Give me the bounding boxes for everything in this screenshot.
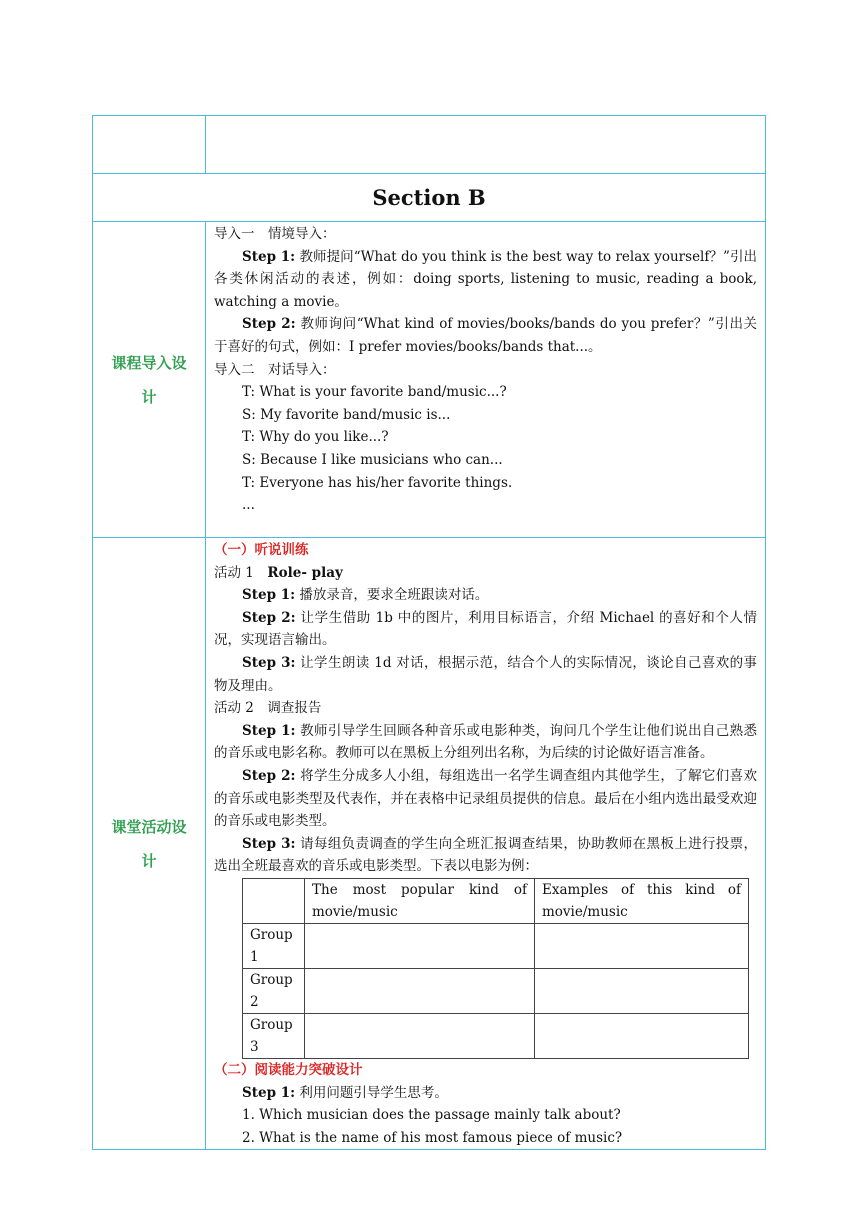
dialogue-line: T: Why do you like...?: [242, 429, 389, 446]
survey-group-label: Group 3: [243, 1013, 305, 1058]
part2-step-1: Step 1: 利用问题引导学生思考。: [242, 1084, 448, 1101]
activity1-title: 活动 1 Role- play: [214, 564, 343, 581]
survey-cell: [535, 923, 749, 968]
activity-row: [93, 538, 766, 1150]
lesson-plan-table: [92, 115, 766, 1150]
intro-line: 导入二 对话导入：: [214, 361, 336, 378]
activity1-step-1: Step 1: 播放录音，要求全班跟读对话。: [242, 587, 489, 604]
activity2-title: 活动 2 调查报告: [214, 700, 322, 717]
survey-header-row: [243, 878, 749, 923]
activity1-step-3: Step 3: 让学生朗读 1d 对话，根据示范，结合个人的实际情况，谈论自己喜欢的事物及理由。: [214, 654, 757, 694]
survey-cell: [535, 1013, 749, 1058]
part1-heading: （一）听说训练: [214, 542, 309, 558]
survey-header-examples: Examples of this kind of movie/music: [535, 878, 749, 923]
question-item: 2. What is the name of his most famous piece of music?: [242, 1129, 623, 1146]
activity2-step-3: Step 3: 请每组负责调查的学生向全班汇报调查结果，协助教师在黑板上进行投票，选出全班最喜欢的音乐或电影类型。下表以电影为例：: [214, 835, 757, 875]
survey-cell: [535, 968, 749, 1013]
activity1-step-2: Step 2: 让学生借助 1b 中的图片，利用目标语言，介绍 Michael 的喜好和个人情况，实现语言输出。: [214, 609, 757, 649]
intro-label-line1: 课程导入设: [111, 353, 187, 372]
survey-cell: [305, 968, 535, 1013]
activity2-step-1: Step 1: 教师引导学生回顾各种音乐或电影种类，询问几个学生让他们说出自己熟悉的音乐或电影名称。教师可以在黑板上分组列出名称，为后续的讨论做好语言准备。: [214, 722, 757, 762]
question-item: 1. Which musician does the passage mainly talk about?: [242, 1107, 621, 1124]
empty-content-cell: [206, 116, 766, 174]
survey-row: [243, 968, 749, 1013]
intro-label: [93, 222, 206, 538]
dialogue-line: S: Because I like musicians who can...: [242, 451, 503, 468]
intro-line: 导入一 情境导入：: [214, 226, 336, 242]
section-title-row: [93, 174, 766, 222]
dialogue-line: T: What is your favorite band/music...?: [242, 384, 507, 401]
empty-row: [93, 116, 766, 174]
intro-row: [93, 222, 766, 538]
survey-cell: [305, 1013, 535, 1058]
section-title: Section B: [93, 174, 766, 222]
intro-label-line2: 计: [141, 387, 157, 406]
survey-cell: [305, 923, 535, 968]
dialogue-line: T: Everyone has his/her favorite things.: [242, 474, 513, 491]
intro-content: [206, 222, 766, 538]
survey-header-kind: The most popular kind of movie/music: [305, 878, 535, 923]
survey-table: [242, 878, 749, 1059]
intro-step-2: Step 2: 教师询问“What kind of movies/books/bands do you prefer？”引出关于喜好的句式，例如：I prefer movies/books/bands that...。: [214, 316, 758, 355]
activity-label-line1: 课堂活动设: [111, 817, 187, 836]
survey-group-label: Group 2: [243, 968, 305, 1013]
survey-header-blank: [243, 878, 305, 923]
activity-label: [93, 538, 206, 1150]
dialogue-line: ...: [242, 497, 255, 514]
activity-content: [206, 538, 766, 1150]
intro-step-1: Step 1: 教师提问“What do you think is the best way to relax yourself？”引出各类休闲活动的表述，例如：doing sports, listening to music, reading a book, watching a movie。: [214, 248, 757, 310]
survey-group-label: Group 1: [243, 923, 305, 968]
dialogue-line: S: My favorite band/music is...: [242, 406, 451, 423]
part2-heading: （二）阅读能力突破设计: [214, 1061, 363, 1078]
survey-row: [243, 1013, 749, 1058]
activity-label-line2: 计: [141, 851, 157, 870]
empty-label-cell: [93, 116, 206, 174]
activity2-step-2: Step 2: 将学生分成多人小组，每组选出一名学生调查组内其他学生，了解它们喜欢的音乐或电影类型及代表作，并在表格中记录组员提供的信息。最后在小组内选出最受欢迎的音乐或电影类型。: [214, 767, 757, 830]
survey-row: [243, 923, 749, 968]
